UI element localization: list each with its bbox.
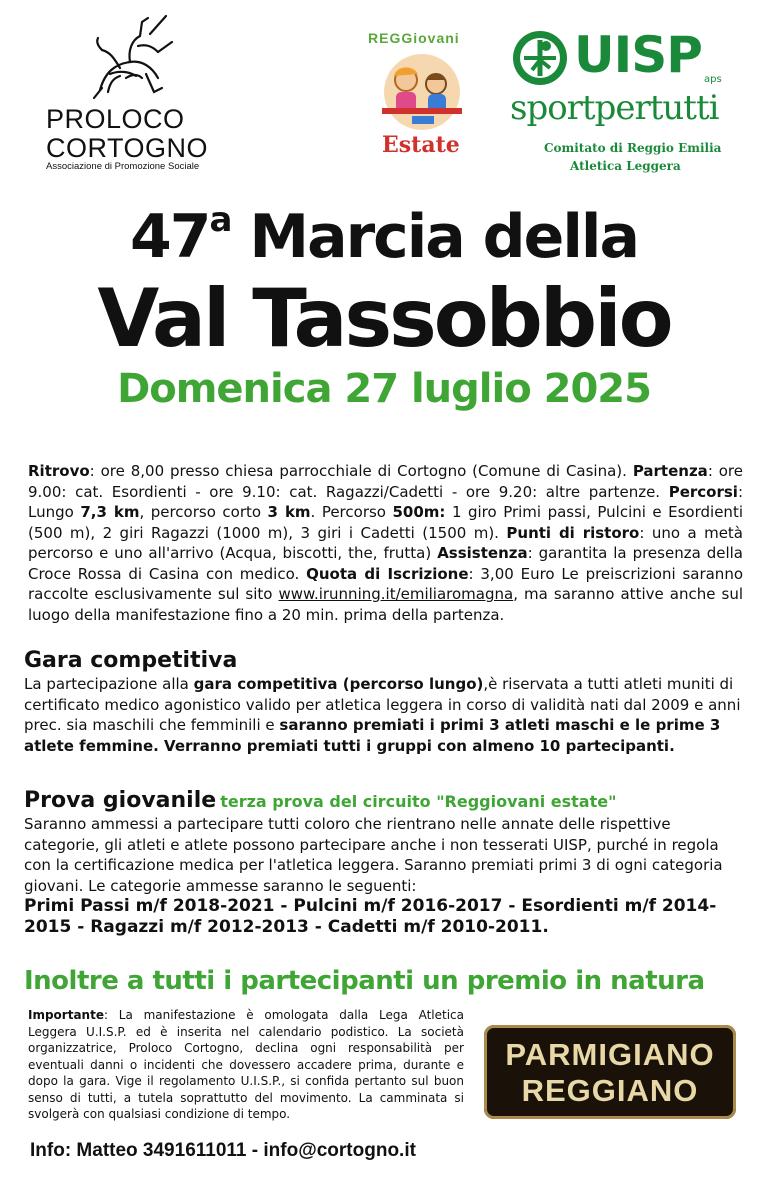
running-children-icon bbox=[372, 50, 472, 132]
giovanile-heading-row bbox=[24, 788, 616, 813]
parmigiano-reggiano-logo bbox=[484, 1025, 736, 1119]
proloco-name-line1: PROLOCO bbox=[46, 104, 185, 134]
proloco-cortogno-logo bbox=[40, 12, 215, 172]
percorsi-text3: . Percorso bbox=[310, 503, 393, 521]
sponsor-line1: PARMIGIANO bbox=[505, 1037, 715, 1072]
runner-circle-icon bbox=[510, 28, 570, 88]
percorsi-text2: , percorso corto bbox=[139, 503, 268, 521]
reggiovani-title: REGGiovani bbox=[368, 30, 460, 46]
title-rest: Marcia della bbox=[230, 202, 638, 272]
prize-announcement: Inoltre a tutti i partecipanti un premio in natura bbox=[24, 966, 705, 996]
importante-text: : La manifestazione è omologata dalla Lega Atletica Leggera U.I.S.P. ed è inserita nel calendario podistico. La società organizzatrice, Proloco Cortogno, declina ogni responsabilità per eventuali danni o incidenti che dovessero accadere prima, durante e dopo la gara. Vige il regolamento U.I.S.P., si confida pertanto sul buon senso di tutti, a tutela soprattutto del movimento. La camminata si svolgerà con qualsiasi condizione di tempo. bbox=[28, 1008, 464, 1121]
gara-heading: Gara competitiva bbox=[24, 648, 238, 673]
ristoro-text: : uno a metà percorso e uno all'arrivo (Acqua, biscotti, the, frutta) bbox=[28, 523, 744, 562]
event-date: Domenica 27 luglio 2025 bbox=[117, 366, 651, 412]
percorsi-text4: 1 giro Primi passi, Pulcini e Esordienti (500 m), 2 giri Ragazzi (1000 m), 3 giri i Cadetti (1500 m). bbox=[28, 503, 743, 542]
importante-label: Importante bbox=[28, 1008, 104, 1022]
uisp-committee-line2: Atletica Leggera bbox=[570, 159, 681, 173]
partenza-text: : ore 9.00: cat. Esordienti - ore 9.10: cat. Ragazzi/Cadetti - ore 9.20: altre partenze. bbox=[28, 462, 743, 501]
gara-text2: ,è riservata a tutti atleti muniti di certificato medico agonistico valido per atletica leggera in corso di validità nati dal 2009 e anni prec. sia maschili che femminili e bbox=[24, 675, 741, 734]
knight-on-horse-icon bbox=[80, 12, 180, 104]
ristoro-label: Punti di ristoro bbox=[506, 523, 640, 542]
event-title-line1 bbox=[0, 200, 768, 272]
intro-paragraph bbox=[28, 461, 743, 625]
sponsor-line2: REGGIANO bbox=[521, 1073, 699, 1108]
assistenza-text: : garantita la presenza della Croce Rossa di Casina con medico. bbox=[28, 544, 743, 583]
percorsi-label: Percorsi bbox=[668, 482, 738, 501]
edition-number: 47 bbox=[130, 202, 210, 272]
gara-text1: La partecipazione alla bbox=[24, 675, 194, 693]
ritrovo-text: : ore 8,00 presso chiesa parrocchiale di Cortogno (Comune di Casina). bbox=[89, 462, 633, 480]
uisp-logo bbox=[508, 26, 738, 176]
registration-link[interactable]: www.irunning.it/emiliaromagna bbox=[278, 585, 514, 603]
percorsi-text: : Lungo bbox=[28, 482, 743, 521]
giovanile-heading: Prova giovanile bbox=[24, 788, 217, 813]
reggiovani-estate-text: Estate bbox=[382, 132, 460, 158]
uisp-aps: aps bbox=[704, 74, 722, 85]
giovanile-subheading: terza prova del circuito "Reggiovani estate" bbox=[220, 792, 617, 811]
edition-suffix: a bbox=[209, 200, 231, 240]
uisp-name: UISP bbox=[574, 26, 702, 84]
partenza-label: Partenza bbox=[632, 462, 708, 480]
giovanile-categories: Primi Passi m/f 2018-2021 - Pulcini m/f 2016-2017 - Esordienti m/f 2014-2015 - Ragazzi m/f 2012-2013 - Cadetti m/f 2010-2011. bbox=[24, 896, 717, 937]
reggiovani-estate-logo bbox=[360, 28, 485, 163]
lungo-km: 7,3 km bbox=[80, 503, 140, 521]
proloco-name-line2: CORTOGNO bbox=[46, 133, 209, 163]
proloco-subtitle: Associazione di Promozione Sociale bbox=[46, 161, 200, 172]
uisp-committee-line1: Comitato di Reggio Emilia bbox=[544, 141, 722, 155]
giovanile-paragraph: Saranno ammessi a partecipare tutti coloro che rientrano nelle annate delle rispettive categorie, gli atleti e atlete possono partecipare anche i non tesserati UISP, purché in regola con la certificazione medica per l'atletica leggera. Saranno premiati primi 3 di ogni categoria giovani. Le categorie ammesse saranno le seguenti: bbox=[24, 815, 723, 895]
corto-km: 3 km bbox=[267, 503, 311, 521]
gara-bold2: saranno premiati i primi 3 atleti maschi e le prime 3 atlete femmine. Verranno premiati tutti i gruppi con almeno 10 partecipanti. bbox=[24, 716, 721, 755]
importante-paragraph bbox=[28, 1007, 464, 1123]
quota-text2: , ma saranno attive anche sul luogo della manifestazione fino a 20 min. prima della partenza. bbox=[28, 585, 743, 624]
percorso-500: 500m: bbox=[392, 503, 446, 521]
quota-text: : 3,00 Euro Le preiscrizioni saranno raccolte esclusivamente sul sito bbox=[28, 564, 743, 603]
gara-bold1: gara competitiva (percorso lungo) bbox=[193, 675, 484, 693]
event-title-line2: Val Tassobbio bbox=[97, 272, 671, 365]
ritrovo-label: Ritrovo bbox=[28, 462, 90, 480]
contact-info: Info: Matteo 3491611011 - info@cortogno.it bbox=[30, 1140, 416, 1161]
quota-label: Quota di Iscrizione bbox=[306, 564, 469, 583]
uisp-tagline: sportpertutti bbox=[510, 88, 719, 128]
assistenza-label: Assistenza bbox=[437, 544, 528, 562]
gara-paragraph bbox=[24, 674, 744, 756]
